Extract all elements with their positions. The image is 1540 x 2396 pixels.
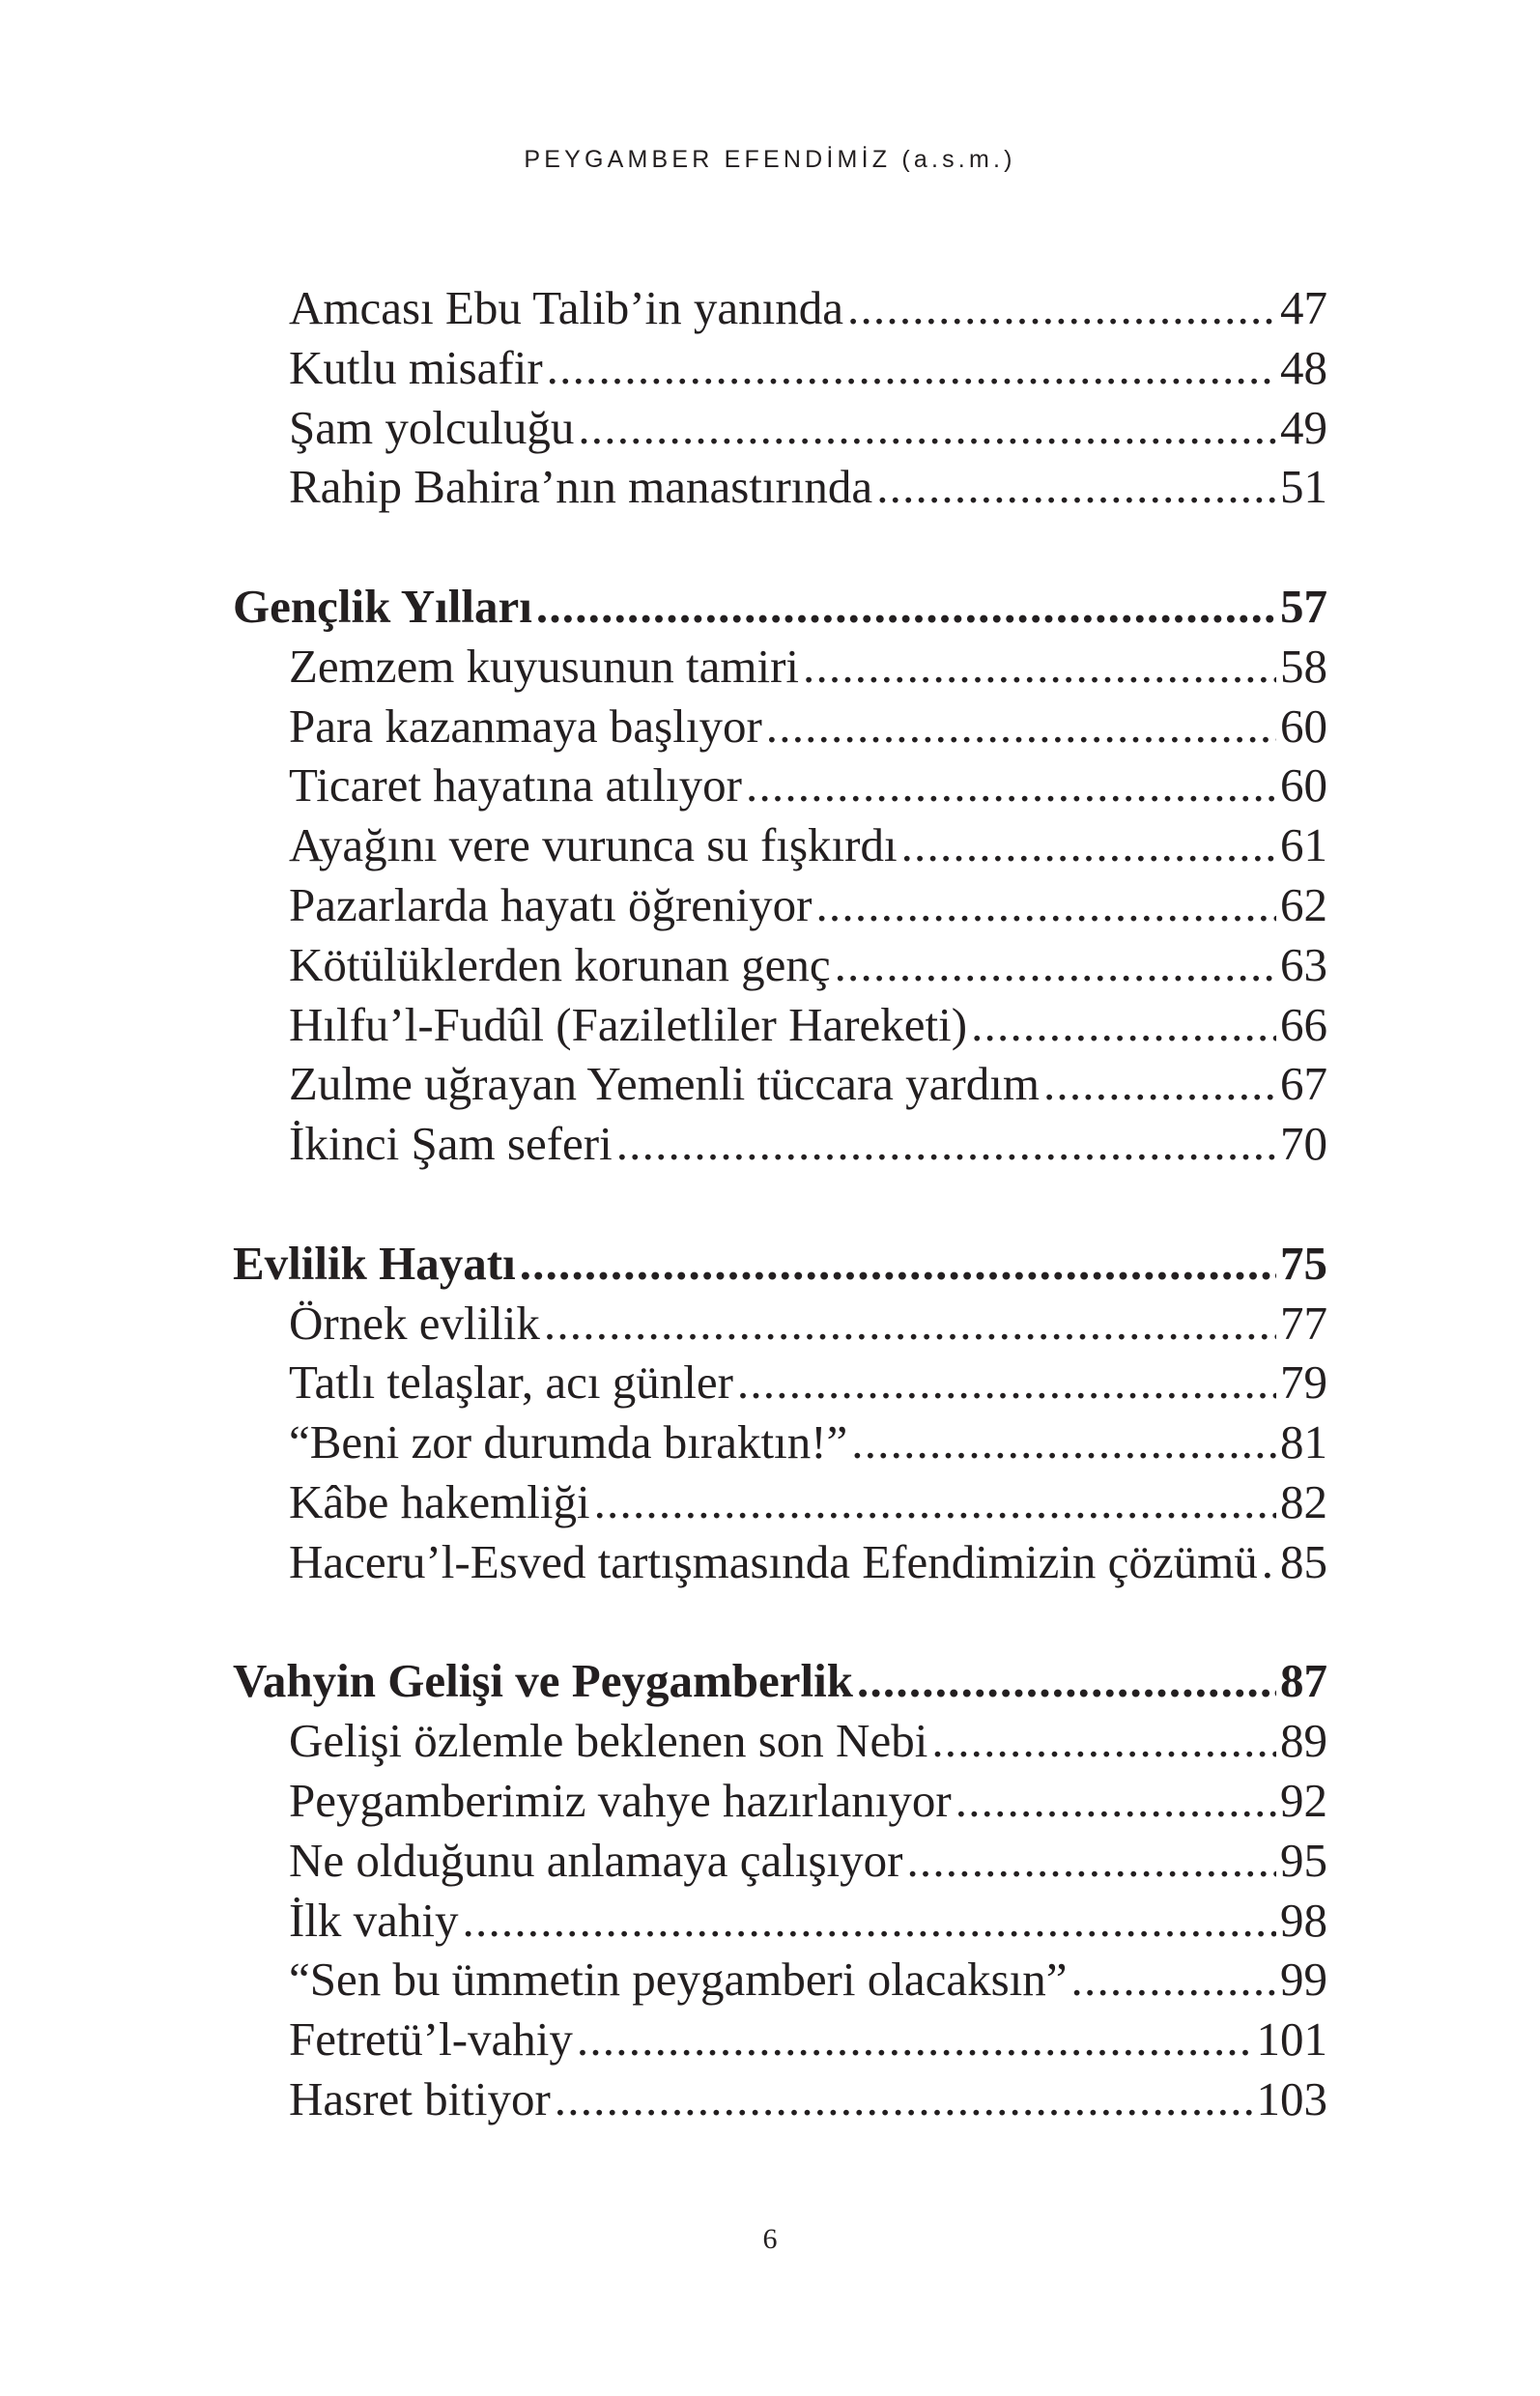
toc-entry-title: Fetretü’l-vahiy [289,2012,573,2067]
toc-heading-page: 75 [1280,1236,1327,1290]
toc-entry-title: “Sen bu ümmetin peygamberi olacaksın” [289,1953,1068,2007]
toc-entry [233,1353,1327,1412]
toc-entry-page: 51 [1280,460,1327,514]
dot-leader [746,756,1276,815]
toc-entry-title: Şam yolculuğu [289,400,575,454]
dot-leader [547,338,1276,398]
dot-leader [851,1412,1276,1472]
dot-leader [835,935,1276,995]
toc-chapter-heading [233,577,1327,637]
toc-entry-page: 63 [1280,937,1327,991]
toc-entry [233,457,1327,517]
dot-leader [847,278,1276,338]
toc-entry-page: 82 [1280,1474,1327,1528]
toc-entry-title: Kutlu misafir [289,340,543,394]
toc-entry-title: Para kazanmaya başlıyor [289,699,762,753]
toc-entry-title: Amcası Ebu Talib’in yanında [289,281,844,334]
toc-entry [233,815,1327,875]
dot-leader [536,577,1276,637]
toc-chapter-heading [233,1234,1327,1294]
toc-entry-title: İlk vahiy [289,1893,459,1947]
toc-section [233,1234,1327,1592]
toc-entry-title: Örnek evlilik [289,1296,540,1350]
toc-entry [233,278,1327,338]
toc-entry [233,697,1327,756]
toc-entry-page: 95 [1280,1833,1327,1887]
toc-entry [233,398,1327,458]
toc-entry-title: Kâbe hakemliği [289,1474,590,1528]
toc-entry-page: 49 [1280,400,1327,454]
table-of-contents [233,278,1327,2129]
toc-entry [233,1532,1327,1592]
toc-section [233,278,1327,517]
toc-entry [233,2010,1327,2069]
toc-entry-page: 99 [1280,1953,1327,2007]
dot-leader [803,637,1276,697]
toc-heading-title: Vahyin Gelişi ve Peygamberlik [233,1654,854,1708]
toc-entry-page: 60 [1280,758,1327,813]
toc-entry [233,1711,1327,1771]
toc-entry-page: 101 [1256,2012,1327,2067]
toc-entry-page: 89 [1280,1714,1327,1768]
toc-section [233,1651,1327,2128]
toc-entry-title: Hasret bitiyor [289,2071,551,2125]
toc-entry-title: Zulme uğrayan Yemenli tüccara yardım [289,1057,1040,1111]
toc-entry-page: 61 [1280,818,1327,872]
dot-leader [544,1294,1276,1354]
toc-entry-page: 79 [1280,1355,1327,1410]
toc-entry-title: Kötülüklerden korunan genç [289,937,831,991]
dot-leader [931,1711,1276,1771]
toc-entry [233,2069,1327,2129]
toc-chapter-heading [233,1651,1327,1711]
toc-entry-page: 81 [1280,1415,1327,1469]
toc-entry [233,1114,1327,1174]
toc-entry [233,1771,1327,1831]
toc-entry-page: 67 [1280,1057,1327,1111]
toc-heading-title: Evlilik Hayatı [233,1236,516,1290]
toc-entry-title: “Beni zor durumda bıraktın!” [289,1415,848,1469]
toc-entry [233,995,1327,1055]
toc-entry-page: 60 [1280,699,1327,753]
toc-heading-page: 87 [1280,1654,1327,1708]
running-head: PEYGAMBER EFENDİMİZ (a.s.m.) [524,146,1016,173]
dot-leader [971,995,1276,1055]
dot-leader [577,2010,1253,2069]
toc-entry-title: Ticaret hayatına atılıyor [289,758,742,813]
toc-section [233,577,1327,1174]
dot-leader [555,2069,1253,2129]
toc-entry [233,1891,1327,1951]
toc-entry-title: Haceru’l-Esved tartışmasında Efendimizin çözümü [289,1534,1258,1588]
toc-entry-page: 77 [1280,1296,1327,1350]
toc-entry-page: 62 [1280,877,1327,931]
dot-leader [1071,1950,1276,2010]
dot-leader [1043,1054,1276,1114]
dot-leader [737,1353,1276,1412]
dot-leader [463,1891,1276,1951]
toc-entry-page: 85 [1280,1534,1327,1588]
dot-leader [901,815,1276,875]
toc-heading-page: 57 [1280,579,1327,633]
toc-entry-title: Ayağını vere vurunca su fışkırdı [289,818,898,872]
toc-entry [233,875,1327,935]
dot-leader [876,457,1276,517]
toc-entry-title: Hılfu’l-Fudûl (Faziletliler Hareketi) [289,997,968,1051]
toc-entry [233,1412,1327,1472]
dot-leader [815,875,1276,935]
toc-entry [233,1472,1327,1532]
toc-entry [233,1831,1327,1891]
toc-entry [233,1950,1327,2010]
toc-entry-title: İkinci Şam seferi [289,1117,613,1171]
toc-entry-page: 58 [1280,639,1327,693]
dot-leader [906,1831,1276,1891]
toc-entry-page: 66 [1280,997,1327,1051]
toc-entry-page: 103 [1256,2071,1327,2125]
dot-leader [1262,1532,1276,1592]
toc-entry-title: Ne olduğunu anlamaya çalışıyor [289,1833,903,1887]
page-number: 6 [762,2223,778,2255]
toc-entry-title: Tatlı telaşlar, acı günler [289,1355,733,1410]
toc-entry-page: 70 [1280,1117,1327,1171]
toc-entry [233,338,1327,398]
toc-entry [233,637,1327,697]
toc-entry-page: 98 [1280,1893,1327,1947]
toc-entry-page: 48 [1280,340,1327,394]
dot-leader [857,1651,1276,1711]
toc-entry-title: Pazarlarda hayatı öğreniyor [289,877,813,931]
dot-leader [594,1472,1276,1532]
toc-entry [233,1054,1327,1114]
dot-leader [520,1234,1276,1294]
toc-entry [233,756,1327,815]
dot-leader [578,398,1276,458]
toc-entry-page: 47 [1280,281,1327,334]
toc-entry-title: Rahip Bahira’nın manastırında [289,460,873,514]
dot-leader [955,1771,1276,1831]
toc-entry-title: Zemzem kuyusunun tamiri [289,639,799,693]
toc-entry [233,935,1327,995]
dot-leader [766,697,1276,756]
toc-entry [233,1294,1327,1354]
toc-entry-title: Gelişi özlemle beklenen son Nebi [289,1714,928,1768]
toc-entry-page: 92 [1280,1773,1327,1827]
toc-heading-title: Gençlik Yılları [233,579,532,633]
dot-leader [616,1114,1276,1174]
toc-entry-title: Peygamberimiz vahye hazırlanıyor [289,1773,952,1827]
